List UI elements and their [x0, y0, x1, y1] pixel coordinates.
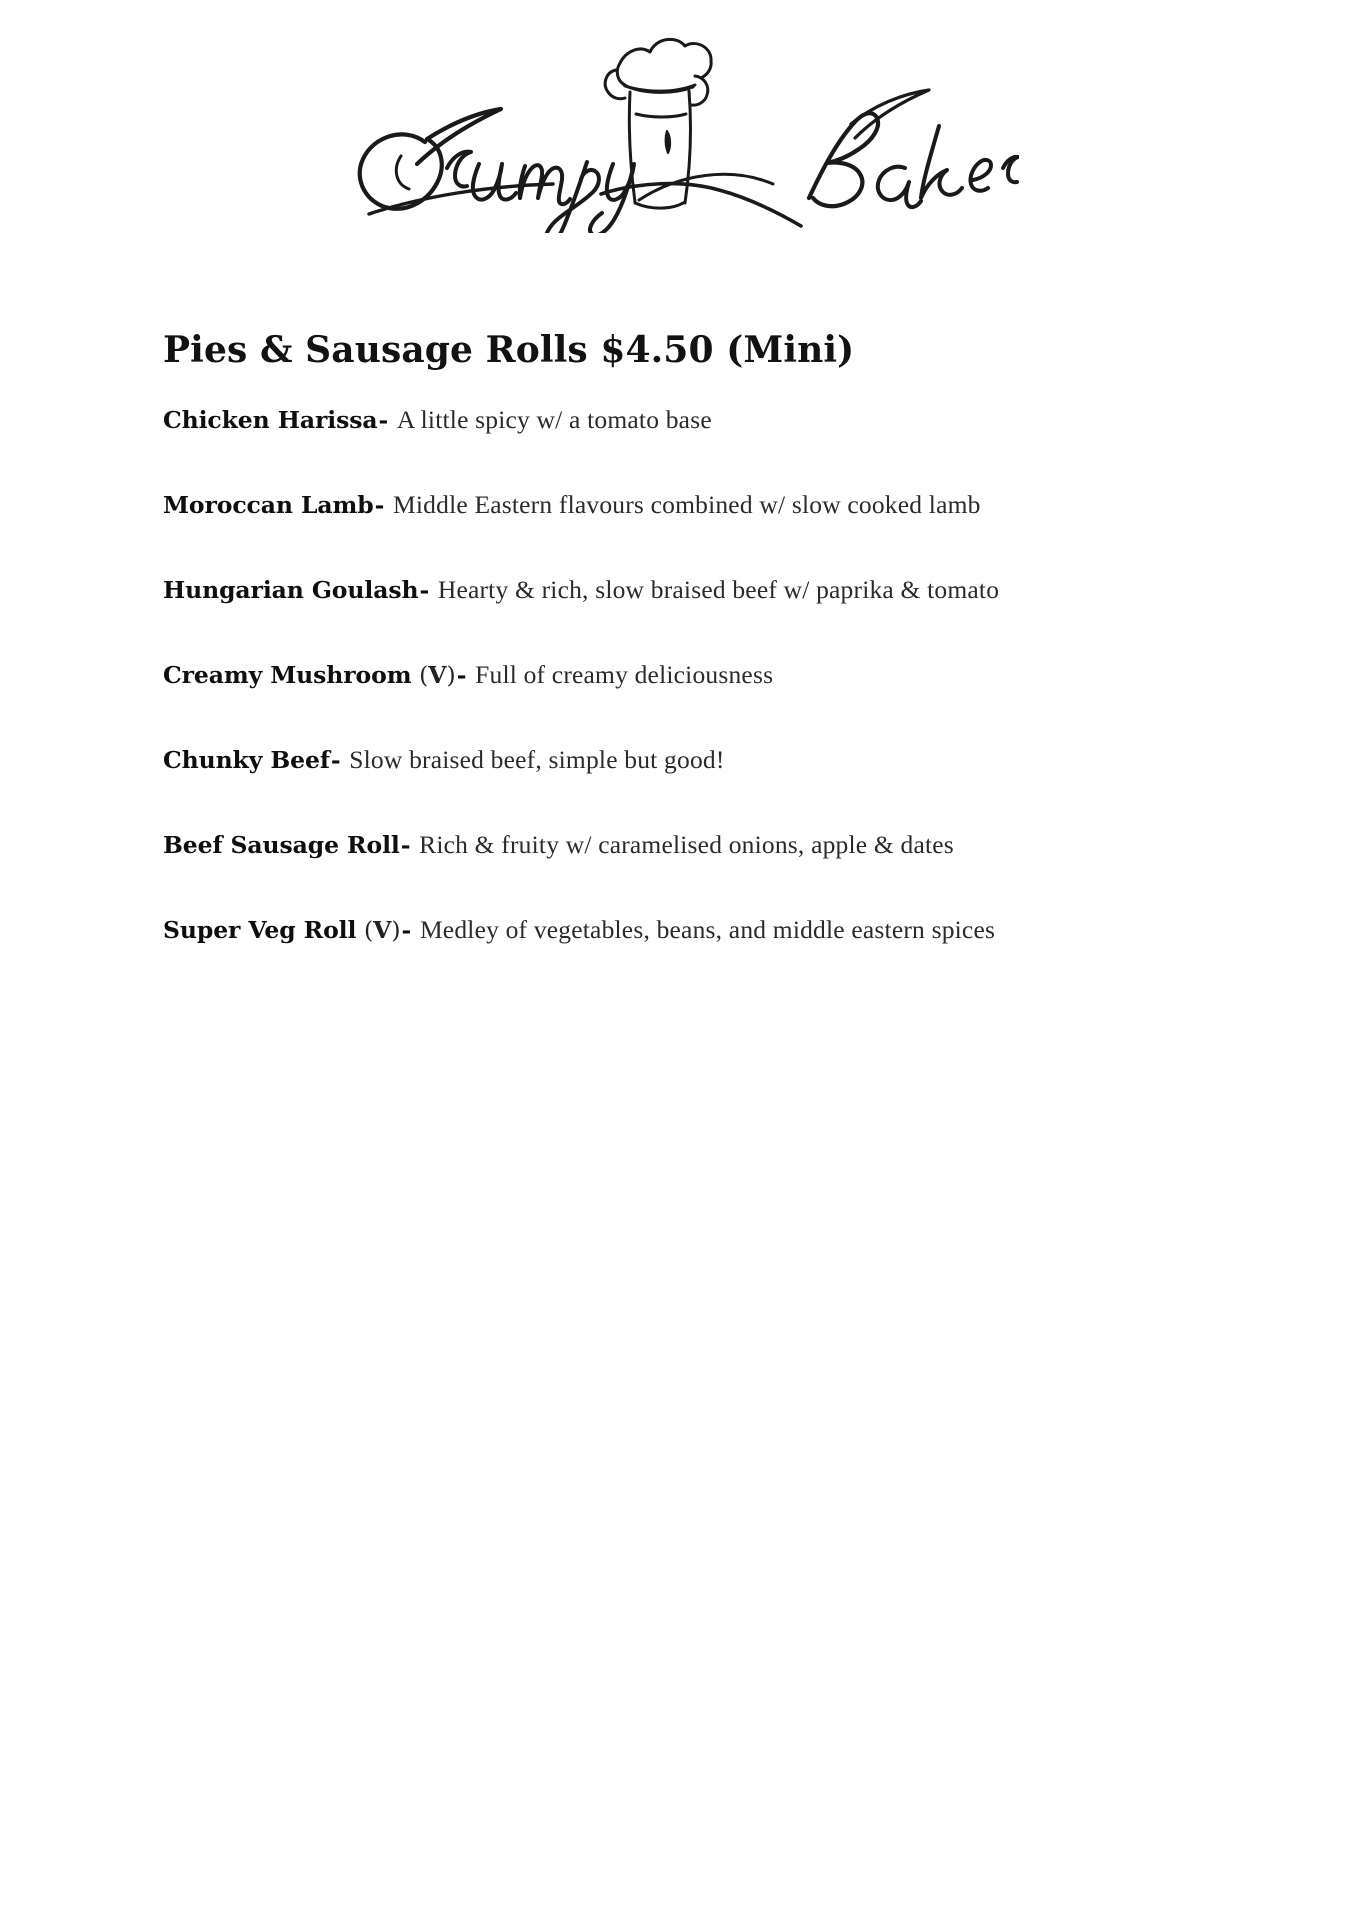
- vegetarian-marker-open: (: [363, 916, 374, 944]
- menu-item-separator: -: [456, 661, 467, 689]
- menu-item: [163, 405, 1263, 490]
- brand-logo: [0, 18, 1357, 233]
- vegetarian-marker-letter: V: [428, 661, 447, 689]
- menu-item-name: Chicken Harissa: [163, 406, 378, 434]
- vegetarian-marker-letter: V: [373, 916, 392, 944]
- menu-item-description: Slow braised beef, simple but good!: [349, 745, 725, 774]
- vegetarian-marker-open: (: [419, 661, 429, 689]
- menu-item-description: Hearty & rich, slow braised beef w/ paprika & tomato: [437, 575, 1000, 604]
- menu-item-name: Hungarian Goulash: [163, 576, 419, 604]
- menu-item-separator: -: [400, 831, 411, 859]
- menu-item: [163, 830, 1263, 915]
- menu-item-description: Medley of vegetables, beans, and middle eastern spices: [419, 915, 996, 944]
- menu-item-name: Moroccan Lamb: [163, 491, 374, 519]
- vegetarian-marker: [419, 661, 456, 689]
- menu-item: [163, 915, 1263, 1000]
- menu-item-separator: -: [401, 916, 412, 944]
- menu-item-separator: -: [330, 746, 341, 774]
- grumpy-baker-logo-mark: [339, 18, 1019, 233]
- menu-item-separator: -: [419, 576, 430, 604]
- vegetarian-marker-close: ): [446, 661, 456, 689]
- menu-item-description: A little spicy w/ a tomato base: [396, 405, 712, 434]
- menu-item-name: Beef Sausage Roll: [163, 831, 400, 859]
- menu-item-description: Rich & fruity w/ caramelised onions, apple & dates: [419, 830, 954, 859]
- menu-item: [163, 660, 1263, 745]
- vegetarian-marker-close: ): [391, 916, 401, 944]
- menu-item: [163, 745, 1263, 830]
- menu-item-separator: -: [374, 491, 385, 519]
- vegetarian-marker: [364, 916, 401, 944]
- menu-item-name: Chunky Beef: [163, 746, 330, 774]
- menu-item: [163, 575, 1263, 660]
- menu-section-heading: Pies & Sausage Rolls $4.50 (Mini): [163, 329, 855, 372]
- menu-item-description: Middle Eastern flavours combined w/ slow cooked lamb: [393, 490, 981, 519]
- menu-item-list: [163, 405, 1263, 1000]
- menu-item-separator: -: [378, 406, 389, 434]
- menu-item: [163, 490, 1263, 575]
- menu-item-name: Super Veg Roll: [163, 916, 357, 944]
- menu-item-description: Full of creamy deliciousness: [475, 660, 774, 689]
- menu-item-name: Creamy Mushroom: [163, 661, 412, 689]
